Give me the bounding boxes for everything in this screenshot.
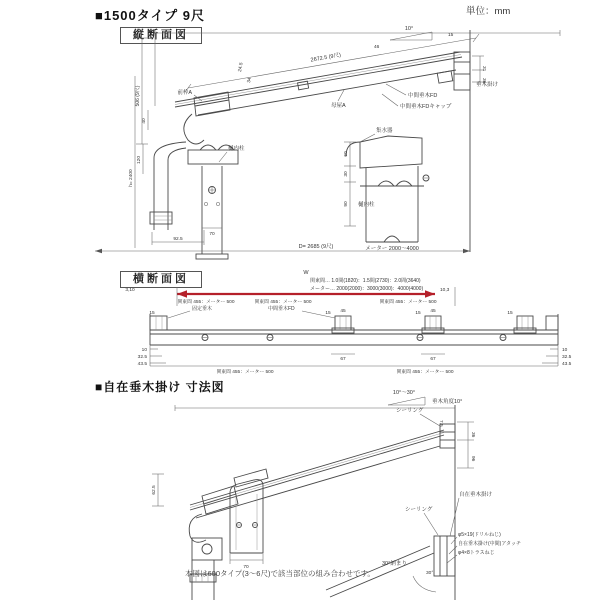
dim-32-5-r: 32.5 [562, 355, 572, 360]
vertical-section-drawing [88, 26, 588, 268]
dim-31: 31 [481, 66, 486, 72]
dim-70: 70 [209, 232, 215, 237]
dim-34: 34 [247, 77, 253, 84]
dim-43-5-l: 43.5 [137, 362, 147, 367]
angle-note: 垂木角度10° [432, 399, 463, 405]
label-collector: 集水器 [376, 128, 393, 134]
middle-post [230, 469, 268, 570]
label-sealing-2: シーリング [405, 507, 433, 513]
rafter-cluster [150, 316, 167, 330]
pitch-top-1: 関東間 455：メーター 500 [177, 300, 235, 305]
dim-15c: 15 [415, 311, 421, 316]
unit-note: 単位：mm [466, 6, 511, 17]
label-front-frame: 前枠A [177, 90, 192, 96]
end-rafter [546, 316, 558, 330]
label-post2: 樋内柱 [358, 202, 375, 208]
beam-and-rafters [150, 314, 558, 345]
dim-67a: 67 [340, 357, 346, 362]
dim-62-5: 62.5 [152, 485, 157, 495]
thirty-degree-detail [326, 490, 521, 597]
meter-post-detail [343, 126, 429, 252]
dim-90: 90 [344, 201, 349, 207]
pitch-top-3: 関東間 455：メーター 500 [379, 300, 437, 305]
dim-60: 60 [344, 151, 349, 157]
footnote: 本図は600タイプ(3～6尺)で該当部位の組み合わせです。 [185, 569, 375, 578]
hanger-detail-drawing [88, 378, 600, 600]
label-post: 樋内柱 [228, 146, 245, 152]
dim-meter-range: メーター 2000～4000 [365, 246, 419, 252]
wall-and-hanger [437, 30, 498, 252]
label-screw1: φ5×19(ドリルねじ) [458, 532, 501, 538]
roof-panel [190, 430, 444, 518]
pitch-bottom-1: 関東間 455：メーター 500 [216, 370, 274, 375]
spacing-meter: メーター… 2000(2000)：3000(3000)：4000(4000) [310, 286, 424, 292]
front-assembly [151, 474, 238, 600]
dim-67b: 67 [430, 357, 436, 362]
dim-front-height: 506 (9尺) [135, 85, 141, 107]
dim-96: 96 [470, 456, 475, 462]
dim-36: 36 [481, 78, 486, 84]
section-label-vertical: 縦断面図 [120, 27, 202, 44]
label-mid-rafter-fd: 中間垂木FD [268, 306, 295, 312]
dim-overall-depth: D= 2685 (9尺) [298, 244, 334, 250]
dim-10-r: 10 [562, 348, 568, 353]
rafter-dims [149, 305, 513, 318]
label-note30: 30°納まり [382, 561, 407, 567]
label-hanger: 自在垂木掛け [459, 492, 493, 498]
section-title-hanger: ■自在垂木掛け 寸法図 [95, 380, 225, 394]
dim-36: 36 [470, 432, 475, 438]
front-frame-assembly [150, 92, 238, 259]
dim-right-10-3: 10,3 [440, 288, 450, 293]
label-fixed-rafter: 固定垂木 [192, 306, 213, 312]
dim-15: 15 [448, 33, 454, 38]
rafter-cluster [422, 316, 444, 333]
pitch-bottom-2: 関東間 455：メーター 500 [396, 370, 454, 375]
label-screw2: φ4×8トラスねじ [458, 550, 495, 556]
dim-46: 46 [374, 45, 380, 50]
dim-10-l: 10 [141, 348, 147, 353]
dim-roof-angle: 10° [404, 26, 414, 32]
dim-30: 30 [344, 171, 349, 177]
left-dims [128, 38, 148, 248]
label-sealing-1: シーリング [396, 408, 424, 414]
dim-angle-range: 10°～30° [392, 390, 416, 396]
dim-45b: 45 [430, 309, 436, 314]
dim-15d: 15 [507, 311, 513, 316]
dim-92-5: 92.5 [173, 237, 183, 242]
label-purlin: 母屋A [331, 103, 346, 109]
dim-70: 70 [243, 565, 249, 570]
section-label-cross: 横断面図 [120, 271, 202, 288]
pitch-top-2: 関東間 455：メーター 500 [254, 300, 312, 305]
dim-7-5: 7.5 [438, 420, 443, 427]
dim-43-5-r: 43.5 [562, 362, 572, 367]
w-label: W [303, 270, 309, 276]
dim-15a: 15 [149, 311, 155, 316]
dim-15b: 15 [325, 311, 331, 316]
rafter-cluster [514, 316, 536, 333]
dim-slope-length: 2672.5 (9尺) [310, 52, 342, 64]
label-rafter-hanger: 垂木掛け [476, 82, 499, 88]
dim-40: 40 [142, 118, 147, 124]
slope-marker [388, 390, 462, 405]
label-attach: 自在垂木掛け(中間)アタッチ [458, 541, 521, 547]
dim-45: 45 [340, 309, 346, 314]
dim-left-3-10: 3,10 [125, 288, 135, 293]
bottom-dims [138, 345, 572, 375]
label-mid-rafter-cap: 中間垂木FDキャップ [400, 104, 452, 110]
dim-120: 120 [137, 155, 142, 165]
page-title: ■1500タイプ 9尺 [95, 8, 205, 23]
dim-24-5: 24.5 [238, 62, 245, 73]
slope-dimension [185, 34, 479, 92]
spacing-kanto: 関東間… 1.0間(1820)：1.5間(2730)：2.0間(3640) [310, 278, 421, 284]
dim-h2400: h= 2400 [129, 169, 134, 187]
dim-angle30: 30° [426, 571, 434, 576]
rafter-cluster [332, 316, 354, 333]
width-table [303, 270, 423, 292]
label-mid-rafter: 中間垂木FD [408, 93, 438, 99]
cross-section-drawing [88, 266, 600, 378]
dim-32-5-l: 32.5 [137, 355, 147, 360]
